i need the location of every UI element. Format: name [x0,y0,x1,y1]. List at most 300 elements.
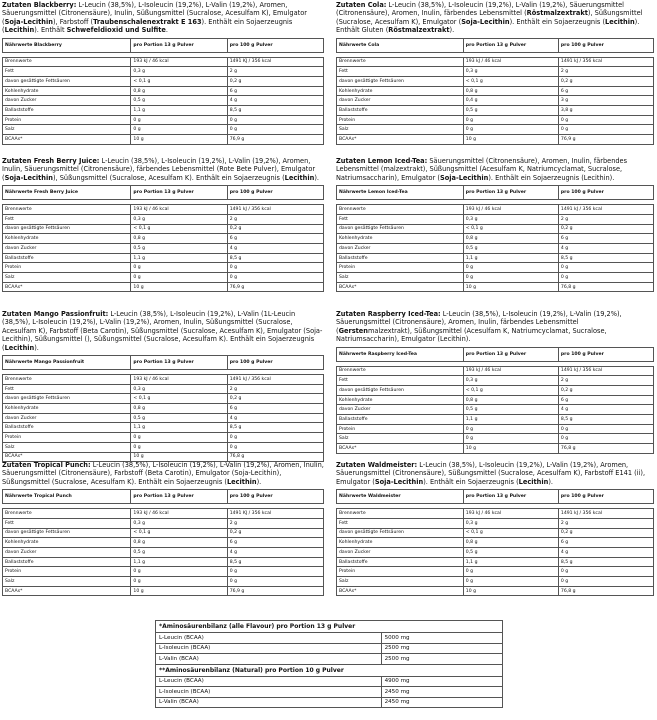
value-per-100g: 6 g [558,538,653,548]
value-per-100g: 6 g [558,395,653,405]
ingredients-segment: L-Leucin (38,5%), L-Isoleucin (19,2%), L-Valin (19,2%), Aromen, Säuerungsmittel (Citronensäure), Süßungsmittel (Sucralose, Acesulfam K), Farbstoff E141 (ii), Emulgator ( [336,461,646,486]
nutrition-row [337,538,654,548]
nutrient-label: Fett [3,518,131,528]
value-per-100g: 76,9 g [227,586,323,596]
nutrition-row [3,547,324,557]
nutrient-label: davon Zucker [337,547,464,557]
nutrient-label: davon Zucker [3,96,131,106]
nutrition-row [337,366,654,376]
value-per-portion: 0,5 g [463,106,558,116]
allergen-text: Gersten [338,326,368,335]
nutrition-row [3,205,324,215]
nutrient-label: Protein [337,424,464,434]
nutrient-label: BCAAs* [3,135,131,145]
nutrient-label: Fett [337,67,464,77]
value-per-portion: 193 kJ / 46 kcal [131,205,227,215]
allergen-text: Schwefeldioxid und Sulfite [66,26,166,35]
value-per-100g: 76,8 g [558,282,653,292]
nutrition-row [337,528,654,538]
nutrient-label: davon gesättigte Fettsäuren [337,224,464,234]
ingredients-segment: ). Enthält Gluten ( [336,17,640,35]
nutrient-label: Fett [337,376,464,386]
value-per-100g: 4 g [558,547,653,557]
value-per-portion: 0 g [131,125,227,135]
ingredients-heading: Zutaten Blackberry: [2,1,77,9]
value-per-portion: 0,5 g [463,243,558,253]
value-per-100g: 8,5 g [227,423,323,433]
column-header-per-100g: pro 100 g Pulver [558,38,653,52]
nutrition-row [3,567,324,577]
nutrient-label: Brennwerte [337,57,464,67]
nutrient-label: BCAAs* [337,586,464,596]
nutrition-row [3,442,324,452]
value-per-100g: 0 g [227,577,323,587]
ingredients-segment: malzextrakt), Süßungsmittel (Acesulfam K, Natriumcyclamat, Sucralose, Natriumsaccharin), Emulgator (Lecithin). [336,326,607,344]
ingredients-segment: L-Leucin (38,5%), L-Isoleucin (19,2%), L-Valin (19,2%), Säuerungsmittel (Citronensäure), Aromen, Inulin, färbendes Lebensmittel ( [336,1,624,18]
nutrient-label: Kohlenhydrate [337,234,464,244]
value-per-100g: 3,8 g [558,106,653,116]
value-per-portion: 0 g [463,577,558,587]
value-per-portion: 0,3 g [131,518,227,528]
nutrition-table-title: Nährwerte Cola [337,38,464,52]
value-per-100g: 1491 kJ / 356 kcal [227,375,323,385]
nutrition-row [3,67,324,77]
nutrition-header-row [3,38,324,52]
nutrition-row [337,415,654,425]
value-per-portion: < 0,1 g [463,77,558,87]
nutrition-row [3,263,324,273]
ingredients-text [2,461,324,486]
nutrition-row [3,282,324,292]
value-per-portion: 193 kJ / 46 kcal [463,57,558,67]
value-per-portion: < 0,1 g [463,224,558,234]
ingredients-segment: ). Enthält ein Sojaerzeugnis ( [2,17,293,35]
ingredients-segment: L-Leucin (38,5%), L-Isoleucin (19,2%), L-Valin (19,2%), Säuerungsmittel (Citronensäure), Aromen, Inulin, färbendes Lebensmittel ( [336,310,622,335]
allergen-text: Lecithin [284,173,315,182]
value-per-portion: < 0,1 g [131,77,227,87]
nutrient-label: Fett [3,214,131,224]
nutrition-row [337,263,654,273]
allergen-text: Lecithin [4,26,35,35]
value-per-100g: 1491 kJ / 356 kcal [227,205,323,215]
nutrition-row [337,282,654,292]
nutrition-row [337,106,654,116]
nutrient-label: Brennwerte [3,57,131,67]
nutrient-label: Salz [3,577,131,587]
value-per-100g: 1491 KJ / 356 kcal [227,57,323,67]
nutrition-row [337,376,654,386]
value-per-100g: 2 g [227,518,323,528]
value-per-portion: 0 g [463,567,558,577]
nutrient-label: davon gesättigte Fettsäuren [3,224,131,234]
amino-row [156,654,503,665]
nutrition-row [337,567,654,577]
nutrition-header-row [337,347,654,361]
nutrition-table-title: Nährwerte Lemon Iced-Tea [337,186,464,200]
value-per-100g: 2 g [558,376,653,386]
ingredients-segment: ). [449,26,455,35]
ingredients-text [336,461,654,486]
amino-value: 4900 mg [381,676,502,687]
value-per-portion: < 0,1 g [131,528,227,538]
value-per-portion: 0,5 g [131,243,227,253]
value-per-portion: 1,1 g [131,423,227,433]
value-per-portion: 10 g [131,586,227,596]
nutrient-label: davon Zucker [337,243,464,253]
value-per-portion: 0,3 g [131,67,227,77]
nutrient-label: Kohlenhydrate [3,86,131,96]
amino-label: L-Isoleucin (BCAA) [156,643,382,654]
amino-label: L-Isoleucin (BCAA) [156,687,382,698]
nutrition-row [3,135,324,145]
nutrient-label: Salz [337,125,464,135]
allergen-text: Soja-Lecithin [439,173,489,182]
nutrition-row [337,386,654,396]
nutrition-row [337,77,654,87]
nutrition-row [337,518,654,528]
value-per-100g: 76,8 g [227,452,323,462]
value-per-portion: 0 g [131,263,227,273]
nutrient-label: Protein [3,433,131,443]
nutrient-label: davon gesättigte Fettsäuren [3,394,131,404]
value-per-100g: 2 g [227,214,323,224]
value-per-100g: 8,5 g [227,106,323,116]
nutrition-row [337,115,654,125]
column-header-per-100g: pro 100 g Pulver [227,186,323,200]
column-header-per-portion: pro Portion 13 g Pulver [131,186,227,200]
amino-row [156,633,503,644]
nutrient-label: davon gesättigte Fettsäuren [3,77,131,87]
ingredients-text [2,157,324,182]
nutrient-label: davon Zucker [3,243,131,253]
nutrient-label: Brennwerte [337,509,464,519]
nutrient-label: BCAAs* [3,586,131,596]
amino-value: 2500 mg [381,654,502,665]
value-per-100g: 0,2 g [227,528,323,538]
nutrition-row [3,394,324,404]
nutrition-row [337,509,654,519]
value-per-portion: 0 g [463,125,558,135]
ingredients-segment: ). [314,173,319,182]
product-waldmeister [336,461,654,596]
value-per-portion: 193 kJ / 46 kcal [131,375,227,385]
ingredients-segment: ). Enthält ein Sojaerzeugnis (Lecithin). [488,173,615,182]
nutrient-label: Salz [337,273,464,283]
nutrition-row [3,243,324,253]
nutrition-table-title: Nährwerte Raspberry Iced-Tea [337,347,464,361]
nutrition-row [3,214,324,224]
nutrition-row [3,433,324,443]
nutrient-label: davon Zucker [3,547,131,557]
nutrient-label: BCAAs* [337,135,464,145]
value-per-100g: 0 g [558,567,653,577]
ingredients-segment: ). Enthält [34,26,67,35]
value-per-100g: 76,9 g [227,135,323,145]
nutrition-row [3,538,324,548]
nutrition-row [337,135,654,145]
nutrient-label: Fett [337,214,464,224]
value-per-portion: 0 g [131,442,227,452]
nutrition-row [3,224,324,234]
product-fresh-berry-juice [2,157,324,292]
value-per-100g: 0 g [227,273,323,283]
nutrient-label: Brennwerte [3,509,131,519]
value-per-portion: 1,1 g [131,253,227,263]
nutrition-row [3,413,324,423]
nutrition-row [337,444,654,454]
nutrition-row [3,557,324,567]
nutrition-row [3,106,324,116]
nutrition-header-row [337,490,654,504]
nutrient-label: Protein [337,263,464,273]
column-header-per-portion: pro Portion 13 g Pulver [463,347,558,361]
nutrition-row [337,395,654,405]
ingredients-segment: ), Süßungsmittel (Sucralose, Acesulfam K), Emulgator ( [336,9,643,26]
value-per-100g: 0 g [558,263,653,273]
nutrition-row [3,115,324,125]
value-per-portion: 10 g [131,452,227,462]
value-per-100g: 0,2 g [558,224,653,234]
value-per-100g: 0 g [227,433,323,443]
product-blackberry [2,1,324,145]
nutrient-label: Brennwerte [337,366,464,376]
ingredients-segment: L-Leucin (38,5%), L-Isoleucin (19,2%), L-Valin (19,2%), Aromen, Säuerungsmittel (Citronensäure), Inulin, Süßungsmittel (Sucralose, Acesulfam K), Emulgator ( [2,1,307,26]
nutrition-row [3,77,324,87]
value-per-100g: 1491 kJ / 356 kcal [558,205,653,215]
value-per-portion: < 0,1 g [131,394,227,404]
amino-label: L-Leucin (BCAA) [156,676,382,687]
nutrition-row [337,586,654,596]
allergen-text: Lecithin [518,477,549,486]
value-per-portion: 0,8 g [463,538,558,548]
nutrient-label: Kohlenhydrate [3,538,131,548]
value-per-100g: 4 g [227,547,323,557]
amino-value: 2500 mg [381,643,502,654]
nutrient-label: BCAAs* [3,282,131,292]
nutrition-row [3,253,324,263]
nutrient-label: Brennwerte [337,205,464,215]
value-per-portion: 0,8 g [131,86,227,96]
value-per-100g: 0 g [227,125,323,135]
nutrition-row [337,224,654,234]
nutrition-row [3,577,324,587]
nutrition-row [337,205,654,215]
nutrition-row [337,86,654,96]
value-per-portion: 193 kJ / 46 kcal [463,509,558,519]
nutrient-label: Kohlenhydrate [337,395,464,405]
value-per-100g: 3 g [558,96,653,106]
nutrient-label: Ballaststoffe [3,557,131,567]
product-lemon-iced-tea [336,157,654,292]
amino-label: L-Leucin (BCAA) [156,633,382,644]
nutrition-row [337,67,654,77]
nutrient-label: Protein [3,115,131,125]
nutrient-label: Fett [337,518,464,528]
value-per-portion: 0,8 g [463,395,558,405]
value-per-100g: 1491 kJ / 356 kcal [558,509,653,519]
ingredients-segment: ), Farbstoff ( [52,17,94,26]
value-per-100g: 4 g [558,405,653,415]
nutrient-label: Protein [3,263,131,273]
amino-value: 2450 mg [381,697,502,708]
value-per-100g: 4 g [558,243,653,253]
amino-acid-balance [155,620,503,708]
value-per-portion: 10 g [131,282,227,292]
nutrition-row [337,577,654,587]
value-per-100g: 0 g [558,577,653,587]
nutrition-row [3,86,324,96]
value-per-portion: 0 g [131,433,227,443]
nutrient-label: Salz [3,273,131,283]
nutrient-label: Salz [3,442,131,452]
nutrition-row [337,214,654,224]
value-per-portion: 1,1 g [463,557,558,567]
ingredients-segment: ). [548,477,553,486]
value-per-portion: 193 kJ / 46 kcal [463,366,558,376]
value-per-portion: 0 g [131,567,227,577]
value-per-portion: 0,5 g [463,405,558,415]
ingredients-heading: Zutaten Tropical Punch: [2,461,91,469]
allergen-text: Soja-Lecithin [461,17,510,26]
nutrient-label: Protein [337,115,464,125]
nutrition-table-title: Nährwerte Tropical Punch [3,490,131,504]
nutrient-label: Protein [337,567,464,577]
nutrition-row [337,434,654,444]
nutrient-label: Ballaststoffe [337,253,464,263]
nutrition-row [3,509,324,519]
column-header-per-portion: pro Portion 13 g Pulver [131,490,227,504]
nutrition-row [3,375,324,385]
value-per-100g: 6 g [227,86,323,96]
nutrition-table [336,38,654,145]
value-per-portion: 0 g [463,434,558,444]
amino-row [156,643,503,654]
value-per-100g: 0,2 g [558,77,653,87]
allergen-text: Soja-Lecithin [4,17,53,26]
value-per-portion: 0,3 g [463,67,558,77]
nutrition-row [3,125,324,135]
amino-label: L-Valin (BCAA) [156,654,382,665]
nutrient-label: Kohlenhydrate [337,86,464,96]
nutrition-table-title: Nährwerte Mango Passionfruit [3,356,131,370]
nutrient-label: Fett [3,67,131,77]
allergen-text: Soja-Lecithin [4,173,53,182]
nutrient-label: Fett [3,384,131,394]
nutrient-label: Brennwerte [3,205,131,215]
nutrient-label: davon Zucker [337,96,464,106]
nutrition-table [2,38,324,145]
nutrition-row [3,96,324,106]
value-per-portion: 0,3 g [463,376,558,386]
allergen-text: Lecithin [605,17,635,26]
ingredients-segment: ). Enthält ein Sojaerzeugnis ( [509,17,606,26]
nutrition-table-title: Nährwerte Fresh Berry Juice [3,186,131,200]
value-per-100g: 2 g [558,214,653,224]
value-per-100g: 8,5 g [558,557,653,567]
value-per-portion: 0,4 g [463,96,558,106]
value-per-100g: 76,8 g [558,586,653,596]
nutrition-row [3,384,324,394]
nutrient-label: davon Zucker [337,405,464,415]
ingredients-segment: ), Süßungsmittel (Sucralose, Acesulfam K). Enthält ein Sojaerzeugnis ( [52,173,285,182]
value-per-portion: 0,8 g [131,404,227,414]
value-per-100g: 2 g [227,384,323,394]
value-per-portion: 193 kJ / 46 kcal [463,205,558,215]
column-header-per-portion: pro Portion 13 g Pulver [463,490,558,504]
nutrient-label: BCAAs* [337,444,464,454]
column-header-per-portion: pro Portion 13 g Pulver [131,356,227,370]
ingredients-segment: L-Leucin (38,5%), L-Isoleucin (19,2%), L-Valin (1L-Leucin (38,5%), L-Isoleucin (19,2%), L-Valin (19,2%), Aromen, Inulin, Süßungsmittel (Sucralose, Acesulfam K), Farbstoff (Beta Carotin), Süßungsmittel (Sucralose, Acesulfam K), Emulgator (Soja-Lecithin), Süßungsmittel (), Süßungsmittel (Sucralose, Acesulfam K). Enthält ein Sojaerzeugnis ( [2,310,323,352]
nutrient-label: Ballaststoffe [3,106,131,116]
nutrition-header-row [3,186,324,200]
nutrient-label: Brennwerte [3,375,131,385]
nutrition-table [336,347,654,454]
value-per-100g: 0,2 g [558,386,653,396]
amino-row [156,687,503,698]
value-per-100g: 0,2 g [558,528,653,538]
column-header-per-100g: pro 100 g Pulver [227,38,323,52]
value-per-100g: 76,8 g [558,444,653,454]
nutrient-label: BCAAs* [3,452,131,462]
value-per-portion: 0 g [463,424,558,434]
value-per-100g: 4 g [227,96,323,106]
column-header-per-100g: pro 100 g Pulver [558,347,653,361]
nutrient-label: davon gesättigte Fettsäuren [337,77,464,87]
value-per-100g: 6 g [558,86,653,96]
nutrition-row [337,243,654,253]
value-per-100g: 8,5 g [227,253,323,263]
value-per-100g: 0,2 g [227,77,323,87]
nutrition-row [337,253,654,263]
allergen-text: Traubenschalenextrakt E 163 [93,17,202,26]
nutrient-label: Ballaststoffe [337,415,464,425]
nutrient-label: Salz [337,434,464,444]
nutrient-label: davon gesättigte Fettsäuren [337,386,464,396]
value-per-100g: 6 g [558,234,653,244]
value-per-portion: 0,8 g [463,86,558,96]
nutrition-row [337,125,654,135]
value-per-portion: 0 g [131,577,227,587]
nutrition-header-row [3,356,324,370]
value-per-portion: 0,3 g [463,214,558,224]
ingredients-segment: ). [256,477,262,486]
nutrition-table [336,489,654,596]
ingredients-segment: Säuerungsmittel (Citronensäure), Aromen, Inulin, färbendes Lebensmittel (malzextrakt), Süßungsmittel (Acesulfam K, Natriumcyclamat, Sucralose, Natriumsaccharin), Emulgator ( [336,157,628,182]
value-per-portion: 0,5 g [131,413,227,423]
value-per-portion: 0,5 g [463,547,558,557]
ingredients-heading: Zutaten Waldmeister: [336,461,418,469]
nutrition-table [2,355,324,462]
value-per-portion: 0,8 g [463,234,558,244]
value-per-portion: 1,1 g [463,253,558,263]
value-per-portion: 0 g [131,273,227,283]
value-per-portion: 0,3 g [131,384,227,394]
value-per-100g: 1491 kJ / 356 kcal [558,57,653,67]
nutrition-row [337,57,654,67]
ingredients-text [336,1,654,35]
allergen-text: Soja-Lecithin [374,477,424,486]
value-per-portion: 0,5 g [131,547,227,557]
amino-value: 5000 mg [381,633,502,644]
allergen-text: Lecithin [226,477,257,486]
value-per-100g: 0 g [558,115,653,125]
value-per-portion: 10 g [463,282,558,292]
column-header-per-portion: pro Portion 13 g Pulver [463,186,558,200]
ingredients-text [2,310,324,352]
nutrition-row [3,423,324,433]
nutrient-label: BCAAs* [337,282,464,292]
nutrition-header-row [337,38,654,52]
